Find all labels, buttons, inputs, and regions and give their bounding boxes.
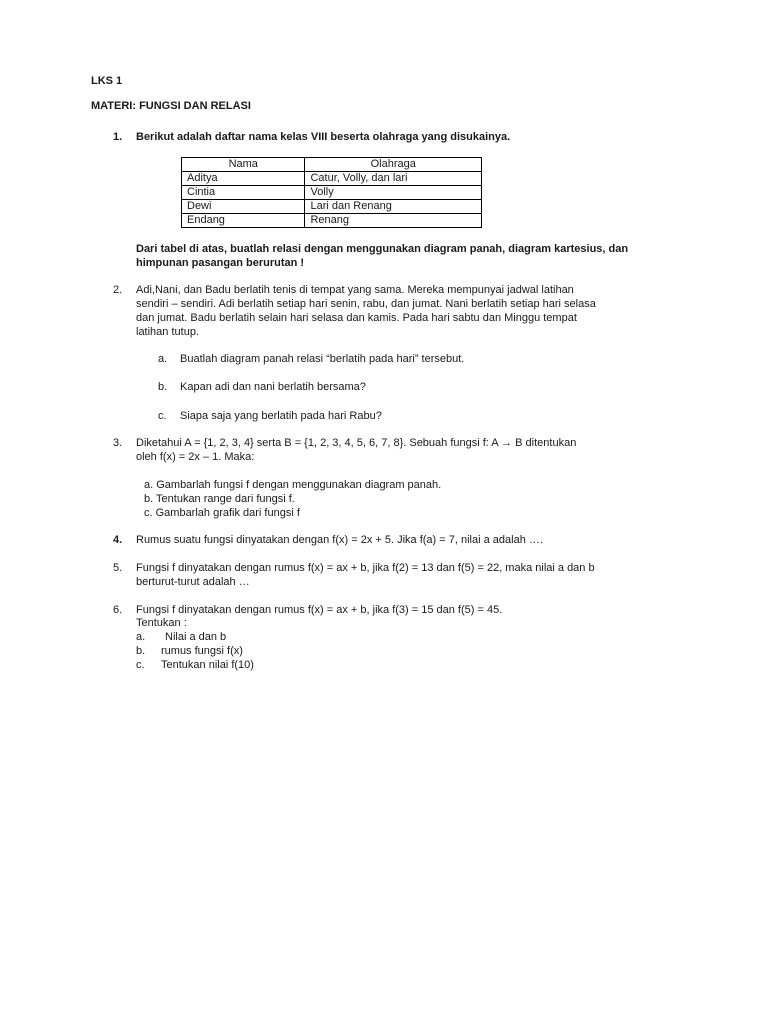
q2-b-label: b. <box>158 381 168 393</box>
q6-line2: Tentukan : <box>136 617 187 629</box>
q1-number: 1. <box>113 131 123 143</box>
table-cell-nama: Dewi <box>182 200 305 214</box>
q1-instruction-line1: Dari tabel di atas, buatlah relasi dengan menggunakan diagram panah, diagram kartesius, dan <box>136 243 629 255</box>
table-header-nama: Nama <box>182 158 305 172</box>
table-row <box>182 172 482 186</box>
table-cell-olahraga: Lari dan Renang <box>305 200 482 214</box>
q2-c-text: Siapa saja yang berlatih pada hari Rabu? <box>180 410 382 422</box>
q3-line1: Diketahui A = {1, 2, 3, 4} serta B = {1, 2, 3, 4, 5, 6, 7, 8}. Sebuah fungsi f: A → B ditentukan <box>136 437 577 449</box>
table-row <box>182 200 482 214</box>
table-cell-nama: Cintia <box>182 186 305 200</box>
q2-line1: Adi,Nani, dan Badu berlatih tenis di tempat yang sama. Mereka mempunyai jadwal latihan <box>136 284 574 296</box>
q2-c-label: c. <box>158 410 167 422</box>
q6-c-text: Tentukan nilai f(10) <box>161 659 254 671</box>
q3-number: 3. <box>113 437 123 449</box>
q2-a-text: Buatlah diagram panah relasi “berlatih pada hari” tersebut. <box>180 353 465 365</box>
q2-line2: sendiri – sendiri. Adi berlatih setiap hari senin, rabu, dan jumat. Nani berlatih setiap hari selasa <box>136 298 596 310</box>
q6-b-label: b. <box>136 645 146 657</box>
q5-line2: berturut-turut adalah … <box>136 576 250 588</box>
q4-text: Rumus suatu fungsi dinyatakan dengan f(x) = 2x + 5. Jika f(a) = 7, nilai a adalah …. <box>136 534 543 546</box>
table-cell-olahraga: Volly <box>305 186 482 200</box>
table-header-row <box>182 158 482 172</box>
sports-table <box>181 157 482 228</box>
table-header-olahraga: Olahraga <box>305 158 482 172</box>
q3-line2: oleh f(x) = 2x – 1. Maka: <box>136 451 255 463</box>
materi-title: MATERI: FUNGSI DAN RELASI <box>91 100 251 112</box>
table-cell-olahraga: Catur, Volly, dan lari <box>305 172 482 186</box>
q6-b-text: rumus fungsi f(x) <box>161 645 243 657</box>
q1-text: Berikut adalah daftar nama kelas VIII beserta olahraga yang disukainya. <box>136 131 511 143</box>
q3-a: a. Gambarlah fungsi f dengan menggunakan diagram panah. <box>144 479 442 491</box>
q6-a-label: a. <box>136 631 146 643</box>
q6-number: 6. <box>113 604 123 616</box>
q2-b-text: Kapan adi dan nani berlatih bersama? <box>180 381 366 393</box>
q1-instruction-line2: himpunan pasangan berurutan ! <box>136 257 305 269</box>
q5-line1: Fungsi f dinyatakan dengan rumus f(x) = ax + b, jika f(2) = 13 dan f(5) = 22, maka nilai a dan b <box>136 562 595 574</box>
q6-c-label: c. <box>136 659 145 671</box>
q2-a-label: a. <box>158 353 168 365</box>
q6-line1: Fungsi f dinyatakan dengan rumus f(x) = ax + b, jika f(3) = 15 dan f(5) = 45. <box>136 604 503 616</box>
table-row <box>182 214 482 228</box>
q3-c: c. Gambarlah grafik dari fungsi f <box>144 507 300 519</box>
table-cell-olahraga: Renang <box>305 214 482 228</box>
q5-number: 5. <box>113 562 123 574</box>
q6-a-text: Nilai a dan b <box>165 631 227 643</box>
q2-line4: latihan tutup. <box>136 326 199 338</box>
table-row <box>182 186 482 200</box>
lks-title: LKS 1 <box>91 75 123 87</box>
q4-number: 4. <box>113 534 123 546</box>
q3-b: b. Tentukan range dari fungsi f. <box>144 493 295 505</box>
q2-number: 2. <box>113 284 123 296</box>
table-cell-nama: Aditya <box>182 172 305 186</box>
q2-line3: dan jumat. Badu berlatih selain hari selasa dan kamis. Pada hari sabtu dan Minggu tempat <box>136 312 577 324</box>
table-cell-nama: Endang <box>182 214 305 228</box>
